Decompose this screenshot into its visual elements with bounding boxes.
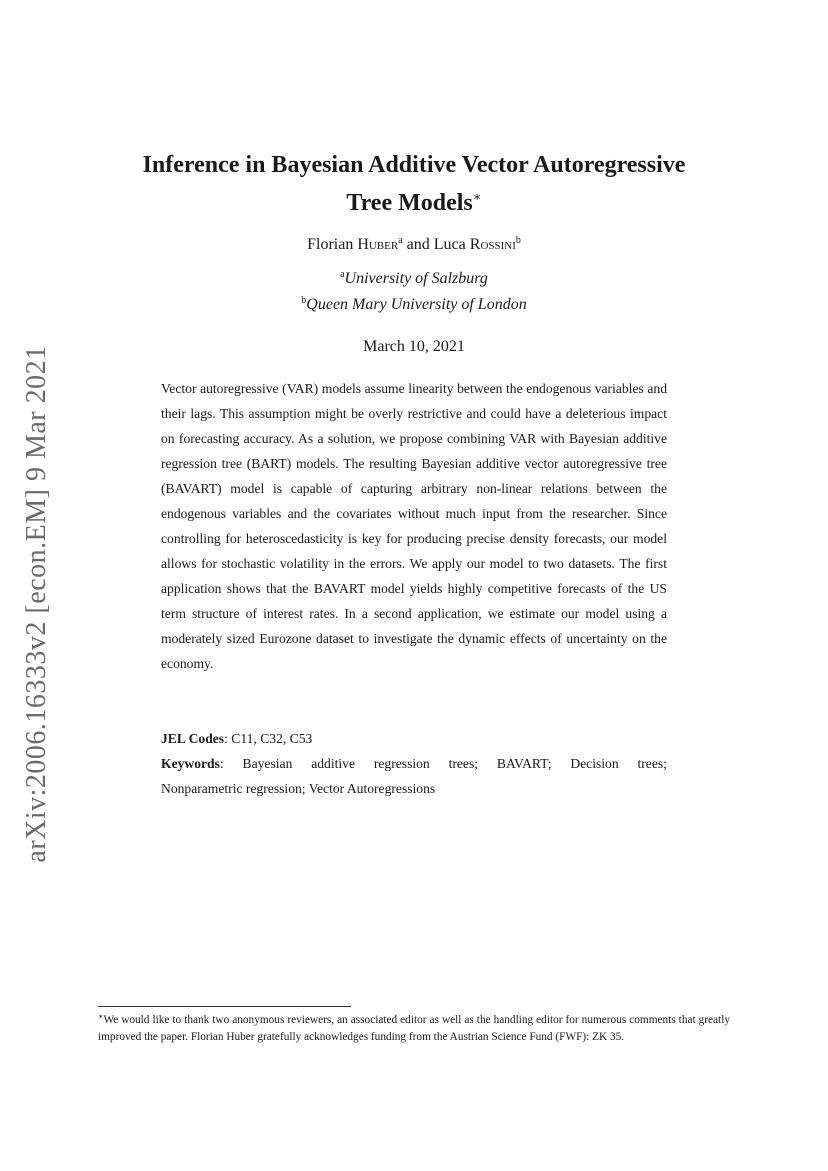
keywords [161, 751, 667, 801]
affiliation-1 [90, 264, 738, 290]
footnote-divider [98, 1006, 351, 1007]
author-list [90, 230, 738, 256]
footnote-text: We would like to thank two anonymous reviewers, an associated editor as well as the handling editor for numerous comments that greatly improved the paper. Florian Huber gratefully acknowledges funding from the Austrian Science Fund (FWF): ZK 35. [98, 1014, 730, 1043]
jel-codes [161, 726, 667, 751]
author-1-affil-mark: a [398, 235, 403, 246]
author-2-affil-mark: b [515, 235, 521, 246]
keywords-label: Keywords [161, 756, 220, 771]
author-2-last-name: Rossini [469, 236, 516, 253]
title-footnote-mark: ∗ [472, 189, 482, 204]
affiliation-1-name: University of Salzburg [344, 270, 488, 287]
footnote-mark: ∗ [98, 1012, 104, 1021]
title-footnote [98, 1009, 730, 1045]
author-conjunction: and [406, 236, 430, 253]
affiliations [90, 264, 738, 316]
keyword-word: Decision [570, 756, 619, 771]
affiliation-1-mark: a [340, 269, 345, 280]
arxiv-identifier-stamp: arXiv:2006.16333v2 [econ.EM] 9 Mar 2021 [21, 345, 52, 863]
author-1-first-name: Florian [307, 236, 354, 253]
affiliation-2-mark: b [301, 295, 307, 306]
keyword-word: trees; [448, 756, 479, 771]
keywords-line-2: Nonparametric regression; Vector Autoregressions [161, 781, 436, 796]
paper-title [90, 150, 738, 219]
keywords-line-1 [161, 751, 667, 776]
keyword-word: BAVART; [496, 756, 552, 771]
affiliation-2-name: Queen Mary University of London [306, 296, 527, 313]
jel-label: JEL Codes [161, 731, 225, 746]
keyword-word: Bayesian [242, 756, 293, 771]
author-2-first-name: Luca [433, 236, 466, 253]
abstract-text: Vector autoregressive (VAR) models assume linearity between the endogenous variables and their lags. This assumption might be overly restrictive and could have a deleterious impact on forecasting accuracy. As a solution, we propose combining VAR with Bayesian additive regression tree (BART) models. The resulting Bayesian additive vector autoregressive tree (BAVART) model is capable of capturing arbitrary non-linear relations between the endogenous variables and the covariates without much input from the researcher. Since controlling for heteroscedasticity is key for producing precise density forecasts, our model allows for stochastic volatility in the errors. We apply our model to two datasets. The first application shows that the BAVART model yields highly competitive forecasts of the US term structure of interest rates. In a second application, we estimate our model using a moderately sized Eurozone dataset to investigate the dynamic effects of uncertainty on the economy. [161, 381, 667, 671]
title-line-2 [90, 181, 738, 219]
keyword-word: additive [311, 756, 356, 771]
title-line-1: Inference in Bayesian Additive Vector Autoregressive [142, 152, 686, 178]
publication-date: March 10, 2021 [363, 338, 465, 355]
jel-values: : C11, C32, C53 [224, 731, 313, 746]
affiliation-2 [90, 290, 738, 316]
keywords-label-group [161, 751, 224, 776]
keyword-word: regression [373, 756, 430, 771]
keyword-word: trees; [637, 756, 667, 771]
author-1-last-name: Huber [357, 236, 399, 253]
keywords-separator: : [219, 756, 224, 771]
title-line-2-text: Tree Models [346, 190, 473, 216]
